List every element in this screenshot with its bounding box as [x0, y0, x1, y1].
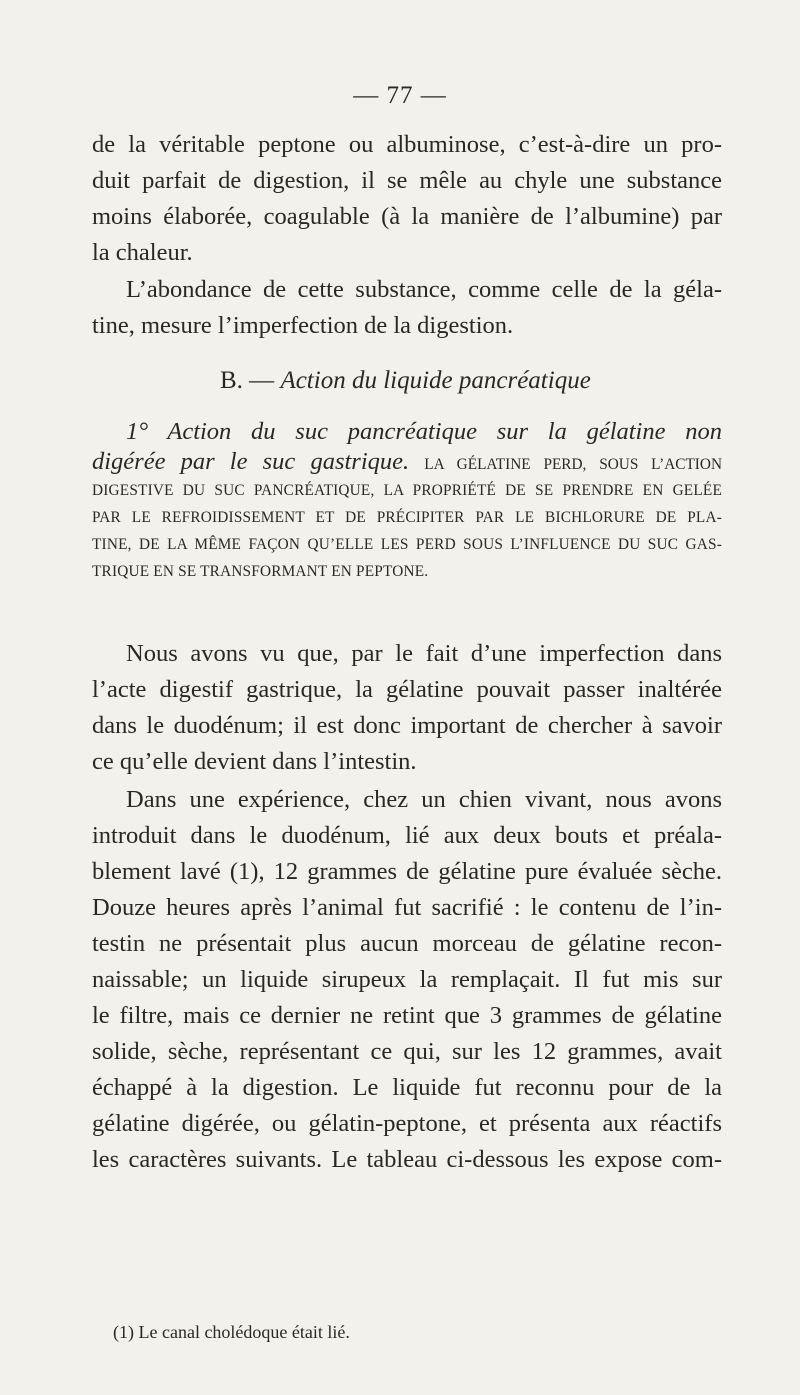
page-number: — 77 — — [353, 82, 447, 109]
caps-line: PAR LE REFROIDISSEMENT ET DE PRÉCIPITER PAR LE BICHLORURE DE PLA- — [92, 509, 722, 526]
text-line: solide, sèche, représentant ce qui, sur les 12 grammes, avait — [92, 1038, 722, 1065]
text-line: moins élaborée, coagulable (à la manière de l’albumine) par — [92, 203, 722, 230]
section-heading-prefix: B. — — [220, 367, 275, 394]
text-line: duit parfait de digestion, il se mêle au chyle une substance — [92, 167, 722, 194]
section-heading — [220, 367, 591, 395]
text-line: la chaleur. — [92, 239, 193, 266]
text-line: tine, mesure l’imperfection de la digestion. — [92, 312, 514, 339]
text-line: blement lavé (1), 12 grammes de gélatine pure évaluée sèche. — [92, 858, 722, 885]
paragraph-3 — [92, 636, 722, 780]
text-line: de la véritable peptone ou albuminose, c’est-à-dire un pro- — [92, 131, 722, 158]
subheading — [92, 417, 722, 585]
text-line: introduit dans le duodénum, lié aux deux bouts et préala- — [92, 822, 722, 849]
section-heading-title: Action du liquide pancréatique — [280, 367, 591, 394]
caps-line: TINE, DE LA MÊME FAÇON QU’ELLE LES PERD SOUS L’INFLUENCE DU SUC GAS- — [92, 536, 722, 553]
text-line: gélatine digérée, ou gélatin-peptone, et présenta aux réactifs — [92, 1110, 722, 1137]
text-line: Nous avons vu que, par le fait d’une imperfection dans — [126, 640, 722, 667]
text-line: L’abondance de cette substance, comme celle de la géla- — [126, 276, 722, 303]
paragraph-4 — [92, 782, 722, 1178]
caps-line: DIGESTIVE DU SUC PANCRÉATIQUE, LA PROPRIÉTÉ DE SE PRENDRE EN GELÉE — [92, 482, 722, 499]
text-line: naissable; un liquide sirupeux la remplaçait. Il fut mis sur — [92, 966, 722, 993]
footnote: (1) Le canal cholédoque était lié. — [113, 1322, 350, 1342]
subheading-italic: digérée par le suc gastrique. — [92, 448, 410, 475]
subheading-line — [92, 447, 722, 477]
text-line: les caractères suivants. Le tableau ci-dessous les expose com- — [92, 1146, 722, 1173]
caps-line: TRIQUE EN SE TRANSFORMANT EN PEPTONE. — [92, 563, 429, 580]
paragraph-1 — [92, 127, 722, 271]
text-line: l’acte digestif gastrique, la gélatine pouvait passer inaltérée — [92, 676, 722, 703]
paragraph-2 — [92, 272, 722, 344]
text-line: dans le duodénum; il est donc important de chercher à savoir — [92, 712, 722, 739]
text-line: ce qu’elle devient dans l’intestin. — [92, 748, 417, 775]
text-line: le filtre, mais ce dernier ne retint que 3 grammes de gélatine — [92, 1002, 722, 1029]
text-line: Douze heures après l’animal fut sacrifié : le contenu de l’in- — [92, 894, 722, 921]
subheading-line: 1° Action du suc pancréatique sur la gélatine non — [126, 418, 722, 445]
subheading-caps: LA GÉLATINE PERD, SOUS L’ACTION — [424, 456, 722, 473]
text-line: échappé à la digestion. Le liquide fut reconnu pour de la — [92, 1074, 722, 1101]
text-line: Dans une expérience, chez un chien vivant, nous avons — [126, 786, 722, 813]
text-line: testin ne présentait plus aucun morceau de gélatine recon- — [92, 930, 722, 957]
